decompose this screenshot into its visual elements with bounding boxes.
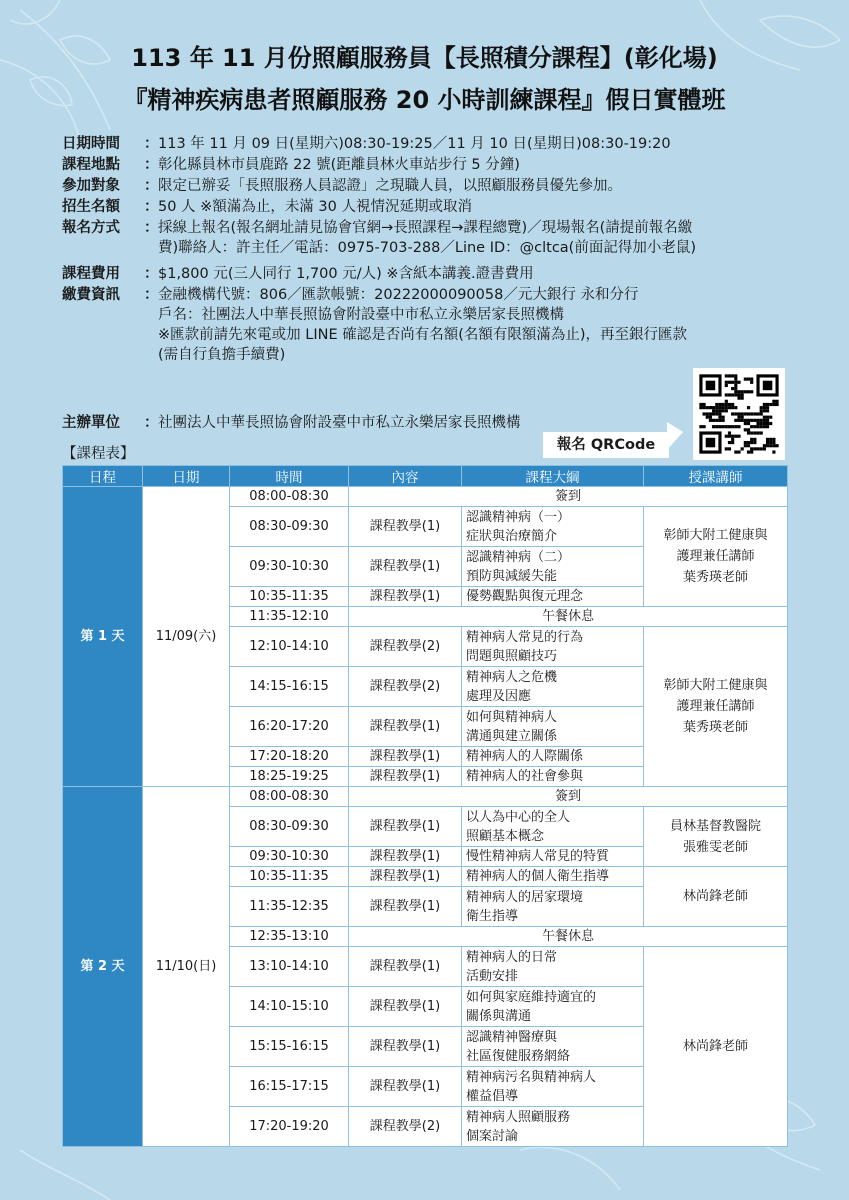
- content-cell: 課程教學(1): [349, 867, 462, 887]
- table-row: [63, 787, 788, 807]
- teacher-cell: [644, 627, 788, 787]
- content-cell: 課程教學(1): [349, 507, 462, 547]
- qr-caption: 報名 QRCode: [543, 432, 669, 458]
- content-cell: 課程教學(1): [349, 887, 462, 927]
- time-cell: 15:15-16:15: [230, 1027, 349, 1067]
- header-day: 日程: [63, 466, 143, 487]
- content-cell: 課程教學(1): [349, 847, 462, 867]
- time-cell: 08:00-08:30: [230, 787, 349, 807]
- info-label: 參加對象: [62, 178, 120, 194]
- time-cell: 08:30-09:30: [230, 807, 349, 847]
- info-line: 金融機構代號：806／匯款帳號：20222000090058／元大銀行 永和分行: [158, 287, 639, 303]
- outline-cell: [462, 587, 644, 607]
- teacher-cell: [644, 947, 788, 1147]
- info-line: 限定已辦妥「長照服務人員認證」之現職人員，以照顧服務員優先參加。: [158, 178, 622, 194]
- content-cell: 課程教學(2): [349, 1107, 462, 1147]
- content-cell: 課程教學(2): [349, 627, 462, 667]
- header-teacher: 授課講師: [644, 466, 788, 487]
- cell-line: 衛生指導: [466, 908, 519, 924]
- cell-line: 護理兼任講師: [676, 549, 755, 564]
- outline-cell: [462, 507, 644, 547]
- teacher-cell: [644, 807, 788, 867]
- break-cell: 午餐休息: [349, 607, 788, 627]
- cell-line: 慢性精神病人常見的特質: [466, 849, 610, 864]
- outline-cell: [462, 707, 644, 747]
- outline-cell: [462, 767, 644, 787]
- time-cell: 14:10-15:10: [230, 987, 349, 1027]
- cell-line: 個案討論: [466, 1128, 519, 1144]
- organizer-label: 主辦單位: [62, 415, 120, 431]
- cell-line: 員林基督教醫院: [669, 818, 761, 834]
- cell-line: 彰師大附工健康與: [663, 528, 768, 543]
- outline-cell: [462, 1067, 644, 1107]
- break-cell: 午餐休息: [349, 927, 788, 947]
- info-line: 彰化縣員林市員鹿路 22 號(距離員林火車站步行 5 分鐘): [158, 157, 520, 173]
- cell-line: 精神病人常見的行為: [466, 629, 584, 645]
- cell-line: 張雅雯老師: [682, 839, 748, 855]
- info-line: (需自行負擔手續費): [158, 347, 286, 363]
- cell-line: 精神病人的居家環境: [466, 889, 584, 905]
- info-label: 繳費資訊: [62, 287, 120, 303]
- info-value: [158, 134, 802, 154]
- outline-cell: [462, 947, 644, 987]
- cell-line: 精神病人的社會參與: [466, 769, 584, 784]
- organizer-value: 社團法人中華長照協會附設臺中市私立永樂居家長照機構: [158, 415, 521, 431]
- page-subtitle: 『精神疾病患者照顧服務 20 小時訓練課程』假日實體班: [123, 86, 726, 114]
- time-cell: 09:30-10:30: [230, 547, 349, 587]
- time-cell: 18:25-19:25: [230, 767, 349, 787]
- cell-line: 以人為中心的全人: [466, 809, 571, 825]
- time-cell: 12:35-13:10: [230, 927, 349, 947]
- content-cell: 課程教學(1): [349, 947, 462, 987]
- registration-qr-code[interactable]: [693, 368, 785, 460]
- cell-line: 症狀與治療簡介: [466, 528, 558, 544]
- day-cell: 第 2 天: [63, 787, 143, 1147]
- cell-line: 如何與家庭維持適宜的: [466, 989, 597, 1005]
- content-cell: 課程教學(1): [349, 747, 462, 767]
- cell-line: 優勢觀點與復元理念: [466, 589, 584, 604]
- outline-cell: [462, 547, 644, 587]
- time-cell: 16:15-17:15: [230, 1067, 349, 1107]
- info-line: $1,800 元(三人同行 1,700 元/人) ※含紙本講義.證書費用: [158, 266, 534, 282]
- cell-line: 精神病人的日常: [466, 949, 558, 965]
- cell-line: 如何與精神病人: [466, 709, 558, 725]
- info-line: 50 人 ※額滿為止，未滿 30 人視情況延期或取消: [158, 199, 472, 215]
- cell-line: 精神病污名與精神病人: [466, 1069, 597, 1085]
- cell-line: 林尚鋒老師: [682, 889, 748, 904]
- info-label: 報名方式: [62, 220, 120, 236]
- cell-line: 認識精神病（一）: [466, 509, 571, 525]
- info-row: 課程費用 ： $1,800 元(三人同行 1,700 元/人) ※含紙本講義.證書費用: [62, 264, 802, 284]
- cell-line: 認識精神醫療與: [466, 1029, 558, 1045]
- content-cell: 課程教學(1): [349, 987, 462, 1027]
- content-cell: 課程教學(2): [349, 667, 462, 707]
- time-cell: 11:35-12:10: [230, 607, 349, 627]
- content-cell: 課程教學(1): [349, 807, 462, 847]
- cell-line: 社區復健服務網絡: [466, 1048, 571, 1064]
- cell-line: 精神病人的個人衛生指導: [466, 869, 610, 884]
- info-row: 課程地點 ： 彰化縣員林市員鹿路 22 號(距離員林火車站步行 5 分鐘): [62, 155, 802, 175]
- content-cell: 課程教學(1): [349, 1067, 462, 1107]
- outline-cell: [462, 627, 644, 667]
- outline-cell: [462, 887, 644, 927]
- header-date: 日期: [143, 466, 230, 487]
- schedule-table: [62, 465, 788, 1147]
- cell-line: 精神病人之危機: [466, 669, 558, 685]
- content-cell: 課程教學(1): [349, 707, 462, 747]
- outline-cell: [462, 747, 644, 767]
- info-line: 採線上報名(報名網址請見協會官網→長照課程→課程總覽)／現場報名(請提前報名繳: [158, 220, 693, 236]
- outline-cell: [462, 867, 644, 887]
- info-value: [158, 285, 802, 365]
- time-cell: 10:35-11:35: [230, 587, 349, 607]
- content-cell: 課程教學(1): [349, 1027, 462, 1067]
- time-cell: 16:20-17:20: [230, 707, 349, 747]
- date-cell: 11/09(六): [143, 487, 230, 787]
- time-cell: 09:30-10:30: [230, 847, 349, 867]
- cell-line: 預防與減緩失能: [466, 568, 558, 584]
- cell-line: 認識精神病（二）: [466, 549, 571, 565]
- content-cell: 課程教學(1): [349, 587, 462, 607]
- cell-line: 活動安排: [466, 968, 519, 984]
- outline-cell: [462, 807, 644, 847]
- cell-line: 精神病人的人際關係: [466, 749, 584, 764]
- teacher-cell: [644, 867, 788, 927]
- table-row: [63, 487, 788, 507]
- content-cell: 課程教學(1): [349, 767, 462, 787]
- outline-cell: [462, 1027, 644, 1067]
- info-line: 費)聯絡人：許主任／電話：0975-703-288／Line ID：@cltca(前面記得加小老鼠): [158, 240, 696, 256]
- time-cell: 08:30-09:30: [230, 507, 349, 547]
- content-cell: 課程教學(1): [349, 547, 462, 587]
- info-row: 參加對象 ： 限定已辦妥「長照服務人員認證」之現職人員，以照顧服務員優先參加。: [62, 176, 802, 196]
- outline-cell: [462, 847, 644, 867]
- info-row: 招生名額 ： 50 人 ※額滿為止，未滿 30 人視情況延期或取消: [62, 197, 802, 217]
- cell-line: 關係與溝通: [466, 1008, 532, 1024]
- date-cell: 11/10(日): [143, 787, 230, 1147]
- cell-line: 葉秀瑛老師: [682, 720, 748, 735]
- cell-line: 林尚鋒老師: [682, 1039, 748, 1054]
- info-label: 招生名額: [62, 199, 120, 215]
- cell-line: 彰師大附工健康與: [663, 678, 768, 693]
- info-line: ※匯款前請先來電或加 LINE 確認是否尚有名額(名額有限額滿為止)，再至銀行匯款: [158, 327, 688, 343]
- outline-cell: [462, 987, 644, 1027]
- time-cell: 14:15-16:15: [230, 667, 349, 707]
- info-line: 戶名：社團法人中華長照協會附設臺中市私立永樂居家長照機構: [158, 307, 564, 323]
- time-cell: 17:20-19:20: [230, 1107, 349, 1147]
- break-cell: 簽到: [349, 787, 788, 807]
- cell-line: 權益倡導: [466, 1088, 519, 1104]
- outline-cell: [462, 667, 644, 707]
- cell-line: 溝通與建立關係: [466, 728, 558, 744]
- page-title: 113 年 11 月份照顧服務員【長照積分課程】(彰化場): [131, 44, 718, 72]
- course-info: [62, 134, 802, 366]
- time-cell: 11:35-12:35: [230, 887, 349, 927]
- header-content: 內容: [349, 466, 462, 487]
- info-row: 報名方式 ： 採線上報名(報名網址請見協會官網→長照課程→課程總覽)／現場報名(請提前報名繳 費)聯絡人：許主任／電話：0975-703-288／Line ID：@cltca(前面記得加小老鼠): [62, 218, 802, 258]
- cell-line: 葉秀瑛老師: [682, 570, 748, 585]
- time-cell: 10:35-11:35: [230, 867, 349, 887]
- teacher-cell: [644, 507, 788, 607]
- header-time: 時間: [230, 466, 349, 487]
- time-cell: 08:00-08:30: [230, 487, 349, 507]
- info-value: [158, 176, 802, 196]
- organizer-row: 主辦單位 ： 社團法人中華長照協會附設臺中市私立永樂居家長照機構: [62, 411, 521, 432]
- table-header-row: [63, 466, 788, 487]
- day-cell: 第 1 天: [63, 487, 143, 787]
- cell-line: 處理及因應: [466, 688, 532, 704]
- time-cell: 13:10-14:10: [230, 947, 349, 987]
- cell-line: 精神病人照顧服務: [466, 1109, 571, 1125]
- info-row: 日期時間 ： 113 年 11 月 09 日(星期六)08:30-19:25／11 月 10 日(星期日)08:30-19:20: [62, 134, 802, 154]
- info-value: [158, 218, 802, 258]
- time-cell: 17:20-18:20: [230, 747, 349, 767]
- schedule-label: 【課程表】: [62, 446, 135, 462]
- info-value: [158, 264, 802, 284]
- cell-line: 照顧基本概念: [466, 828, 545, 844]
- time-cell: 12:10-14:10: [230, 627, 349, 667]
- header-outline: 課程大綱: [462, 466, 644, 487]
- info-value: [158, 155, 802, 175]
- break-cell: 簽到: [349, 487, 788, 507]
- info-value: [158, 197, 802, 217]
- outline-cell: [462, 1107, 644, 1147]
- info-label: 課程費用: [62, 266, 120, 282]
- info-label: 日期時間: [62, 136, 120, 152]
- info-label: 課程地點: [62, 157, 120, 173]
- cell-line: 問題與照顧技巧: [466, 648, 558, 664]
- info-row: 繳費資訊 ： 金融機構代號：806／匯款帳號：20222000090058／元大銀行 永和分行 戶名：社團法人中華長照協會附設臺中市私立永樂居家長照機構 ※匯款前請先來電或加 LINE 確認是否尚有名額(名額有限額滿為止)，再至銀行匯款 (需自行負擔手續費): [62, 285, 802, 365]
- cell-line: 護理兼任講師: [676, 699, 755, 714]
- info-line: 113 年 11 月 09 日(星期六)08:30-19:25／11 月 10 日(星期日)08:30-19:20: [158, 136, 671, 152]
